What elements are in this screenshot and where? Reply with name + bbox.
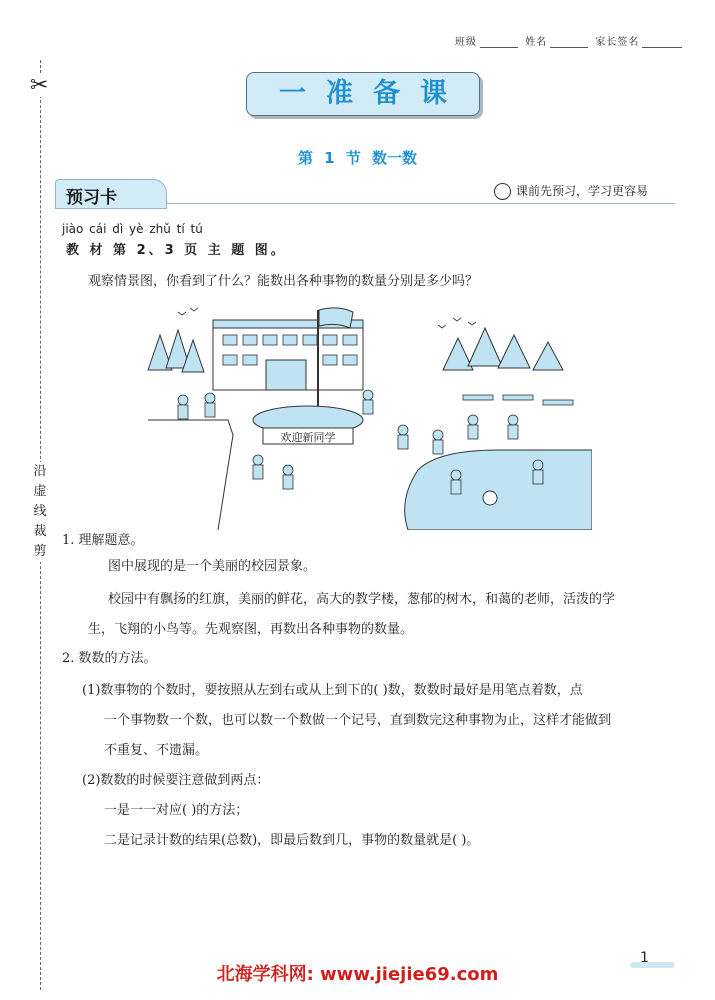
parent-signature-label: 家长签名 bbox=[595, 37, 640, 48]
preview-card-tag bbox=[55, 179, 167, 209]
student-info-fields bbox=[455, 33, 685, 48]
class-field[interactable] bbox=[480, 47, 518, 48]
item2-sub2-point2: 二是记录计数的结果(总数)，即最后数到几，事物的数量就是( )。 bbox=[104, 833, 480, 848]
campus-illustration bbox=[138, 300, 592, 530]
name-label: 姓名 bbox=[525, 37, 548, 48]
scissors-icon: ✂ bbox=[30, 73, 49, 98]
item1-title: 1. 理解题意。 bbox=[62, 533, 144, 548]
cut-char: 裁 bbox=[33, 524, 47, 539]
page-number: 1 bbox=[640, 950, 649, 966]
pinyin-line: jiào cái dì yè zhǔ tí tú bbox=[62, 222, 203, 236]
item1-paragraph1: 图中展现的是一个美丽的校园景象。 bbox=[108, 559, 317, 574]
name-field[interactable] bbox=[550, 47, 588, 48]
footer-watermark[interactable]: 北海学科网: www.jiejie69.com bbox=[216, 964, 499, 985]
textbook-reference: 教 材 第 2、3 页 主 题 图。 bbox=[66, 243, 287, 258]
clock-icon bbox=[494, 183, 511, 200]
cut-char: 线 bbox=[33, 504, 47, 519]
item2-sub2-title: (2)数数的时候要注意做到两点： bbox=[82, 773, 270, 788]
item2-sub1-line1: (1)数事物的个数时，要按照从左到右或从上到下的( )数，数数时最好是用笔点着数，点 bbox=[82, 683, 583, 698]
question-text: 观察情景图，你看到了什么？能数出各种事物的数量分别是多少吗？ bbox=[88, 274, 479, 289]
item1-paragraph2-line2: 生，飞翔的小鸟等。先观察图，再数出各种事物的数量。 bbox=[88, 622, 414, 637]
cut-char: 虚 bbox=[33, 484, 47, 499]
section-title: 第 1 节 数一数 bbox=[297, 149, 418, 167]
class-label: 班级 bbox=[455, 37, 477, 48]
cut-instruction bbox=[30, 462, 50, 562]
item1-paragraph2-line1: 校园中有飘扬的红旗，美丽的鲜花，高大的教学楼，葱郁的树木，和蔼的老师，活泼的学 bbox=[108, 592, 616, 607]
campus-scene-image bbox=[138, 300, 592, 530]
cut-char: 剪 bbox=[33, 544, 47, 559]
cut-char: 沿 bbox=[33, 464, 47, 479]
item2-title: 2. 数数的方法。 bbox=[62, 651, 157, 666]
item2-sub1-line2: 一个事物数一个数，也可以数一个数做一个记号，直到数完这种事物为止，这样才能做到 bbox=[104, 713, 612, 728]
preview-tip bbox=[494, 182, 648, 200]
item2-sub1-line3: 不重复、不遗漏。 bbox=[104, 743, 209, 758]
parent-signature-field[interactable] bbox=[642, 47, 682, 48]
unit-title: 一准备课 bbox=[279, 78, 467, 109]
preview-tip-text: 课前先预习，学习更容易 bbox=[516, 184, 649, 198]
preview-card-label: 预习卡 bbox=[66, 188, 117, 208]
unit-banner bbox=[246, 72, 480, 116]
item2-sub2-point1: 一是一一对应( )的方法； bbox=[104, 803, 249, 818]
welcome-banner-text: 欢迎新同学 bbox=[280, 431, 336, 444]
